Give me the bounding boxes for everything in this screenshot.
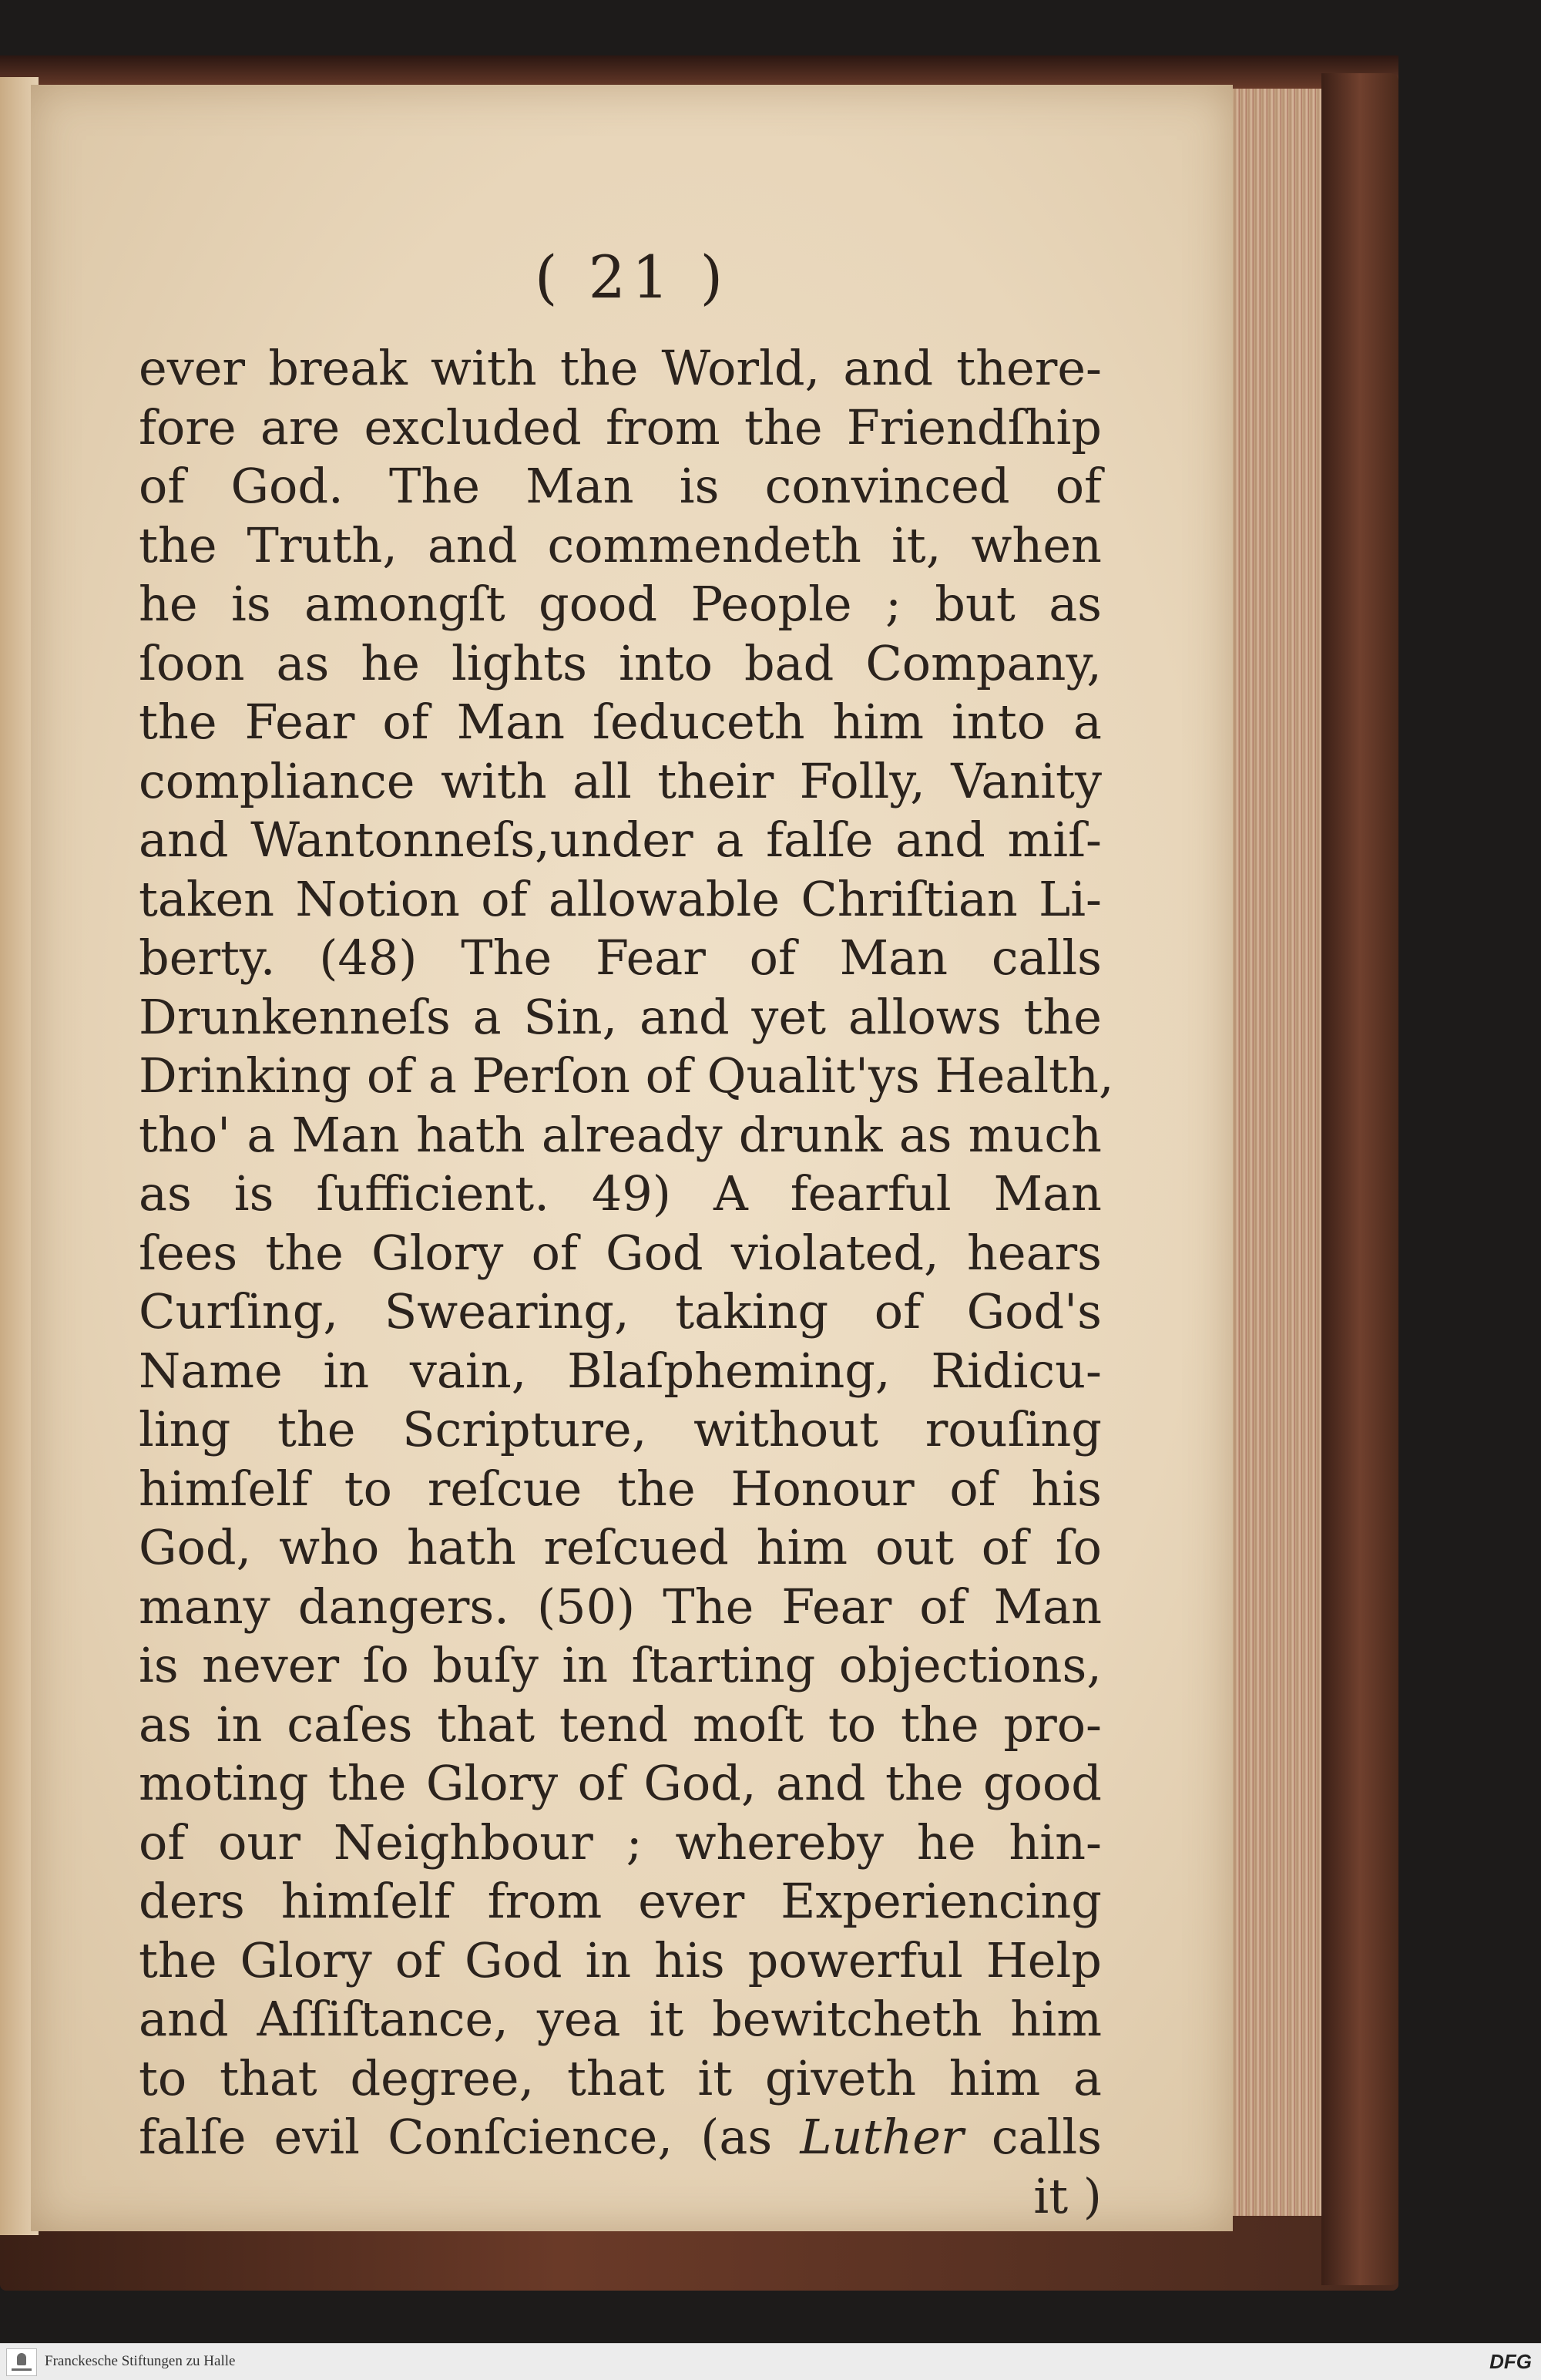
text-line: tho' a Man hath already drunk as much [139, 1106, 1102, 1163]
text-line: of God. The Man is convinced of [139, 458, 1102, 514]
text-line: and Aſſiſtance, yea it bewitcheth him [139, 1991, 1102, 2047]
text-line: Drinking of a Perſon of Qualit'ys Health, [139, 1047, 1114, 1104]
text-line: the Truth, and commendeth it, when [139, 516, 1102, 573]
book-page [31, 85, 1233, 2231]
text-line: as is ſufficient. 49) A fearful Man [139, 1165, 1102, 1222]
page-number: ( 21 ) [534, 243, 730, 311]
text-line-final-start: falſe evil Conſcience, (as [139, 2109, 773, 2165]
text-line: the Glory of God in his powerful Help [139, 1931, 1102, 1988]
viewer-footer [0, 2343, 1541, 2380]
catchword: it ) [1033, 2167, 1102, 2224]
text-line: taken Notion of allowable Chriſtian Li- [139, 870, 1102, 927]
text-line: as in caſes that tend moſt to the pro- [139, 1696, 1102, 1753]
text-line: of our Neighbour ; whereby he hin- [139, 1814, 1102, 1871]
text-line: ling the Scripture, without rouſing [139, 1401, 1102, 1457]
institution-logo-icon [6, 2348, 37, 2376]
text-line: is never ſo buſy in ſtarting objections, [139, 1637, 1102, 1693]
text-line: Drunkenneſs a Sin, and yet allows the [139, 988, 1102, 1045]
text-line: ever break with the World, and there- [139, 340, 1102, 396]
text-line: berty. (48) The Fear of Man calls [139, 929, 1102, 986]
text-line: fore are excluded from the Friendſhip [139, 398, 1102, 455]
text-line: the Fear of Man ſeduceth him into a [139, 694, 1102, 750]
text-line-final-end: calls [991, 2109, 1102, 2165]
text-line: ſees the Glory of God violated, hears [139, 1224, 1102, 1281]
text-line: compliance with all their Folly, Vanity [139, 752, 1102, 809]
text-line: himſelf to reſcue the Honour of his [139, 1460, 1102, 1517]
institution-name: Franckesche Stiftungen zu Halle [45, 2353, 236, 2369]
dfg-logo: DFG [1489, 2350, 1532, 2373]
page-edges [1233, 89, 1321, 2216]
text-line: Curſing, Swearing, taking of God's [139, 1283, 1102, 1340]
text-line: moting the Glory of God, and the good [139, 1755, 1102, 1811]
text-line: to that degree, that it giveth him a [139, 2049, 1102, 2106]
luther-name: Luther [800, 2109, 964, 2165]
text-line: many dangers. (50) The Fear of Man [139, 1578, 1102, 1635]
text-line: and Wantonneſs,under a falſe and miſ- [139, 812, 1102, 868]
text-line: ſoon as he lights into bad Company, [139, 634, 1102, 691]
text-line: he is amongſt good People ; but as [139, 576, 1102, 632]
text-line: God, who hath reſcued him out of ſo [139, 1519, 1102, 1575]
text-line: Name in vain, Blaſpheming, Ridicu- [139, 1342, 1102, 1399]
text-line-final [139, 2108, 1102, 2167]
body-text [139, 339, 1114, 2226]
book-cover-right [1321, 73, 1398, 2285]
text-line: ders himſelf from ever Experiencing [139, 1873, 1102, 1929]
